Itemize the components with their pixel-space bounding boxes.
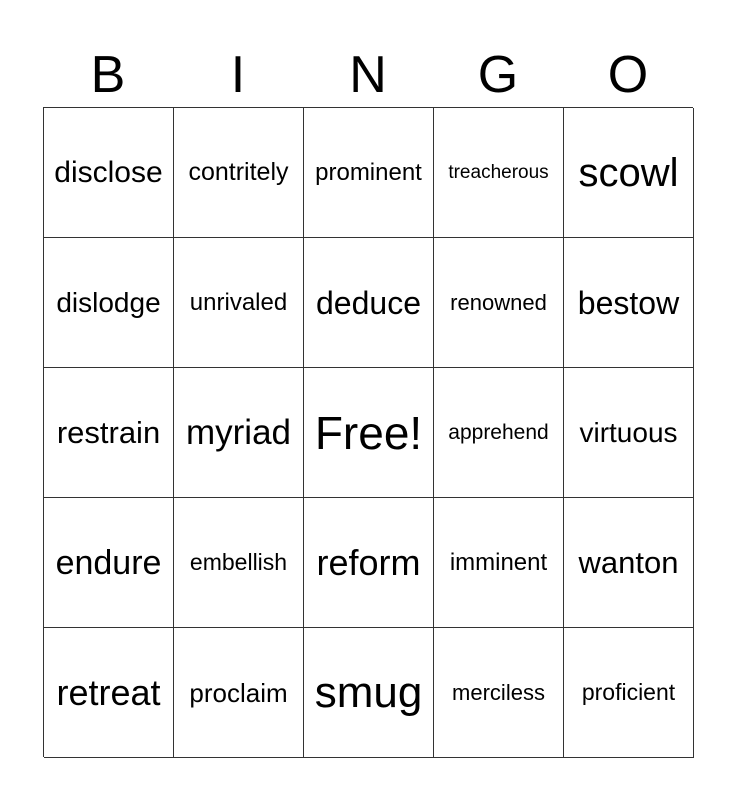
header-letter-i: I	[230, 46, 246, 104]
bingo-cell	[564, 368, 694, 498]
cell-word: renowned	[450, 289, 547, 315]
bingo-cell	[564, 498, 694, 628]
free-space	[304, 368, 434, 498]
bingo-cell	[174, 108, 304, 238]
bingo-header	[43, 44, 693, 106]
bingo-cell	[44, 498, 174, 628]
cell-word: proficient	[581, 679, 676, 705]
cell-word: disclose	[54, 155, 163, 189]
cell-word: endure	[55, 543, 162, 582]
cell-word: bestow	[577, 284, 680, 321]
bingo-cell	[434, 628, 564, 758]
bingo-cell	[44, 238, 174, 368]
bingo-cell	[434, 238, 564, 368]
bingo-cell	[564, 108, 694, 238]
bingo-cell	[44, 108, 174, 238]
bingo-cell	[44, 628, 174, 758]
cell-word: embellish	[189, 549, 288, 575]
cell-word: reform	[316, 541, 421, 583]
cell-word: restrain	[56, 415, 161, 450]
cell-word: scowl	[578, 150, 679, 195]
cell-word: myriad	[185, 413, 292, 452]
free-space-label: Free!	[314, 406, 423, 459]
cell-word: contritely	[188, 158, 289, 186]
cell-word: merciless	[452, 679, 545, 705]
cell-word: virtuous	[579, 416, 678, 448]
cell-word: imminent	[449, 548, 548, 576]
bingo-cell	[174, 498, 304, 628]
cell-word: proclaim	[189, 677, 288, 708]
bingo-cell	[174, 368, 304, 498]
bingo-cell	[44, 368, 174, 498]
header-letter-n: N	[349, 46, 387, 104]
cell-word: apprehend	[448, 421, 549, 444]
cell-word: prominent	[315, 158, 422, 186]
header-letter-o: O	[607, 46, 649, 104]
bingo-cell	[174, 628, 304, 758]
bingo-cell	[564, 628, 694, 758]
cell-word: treacherous	[448, 162, 549, 183]
cell-word: smug	[314, 667, 423, 717]
bingo-cell	[174, 238, 304, 368]
bingo-cell	[304, 238, 434, 368]
bingo-cell	[434, 108, 564, 238]
cell-word: dislodge	[56, 286, 161, 318]
bingo-cell	[434, 368, 564, 498]
bingo-cell	[304, 498, 434, 628]
header-letter-g: G	[477, 46, 519, 104]
bingo-cell	[304, 108, 434, 238]
bingo-cell	[304, 628, 434, 758]
header-letter-b: B	[90, 46, 126, 104]
cell-word: wanton	[578, 545, 679, 580]
cell-word: unrivaled	[189, 288, 288, 316]
cell-word: deduce	[316, 284, 421, 321]
bingo-cell	[434, 498, 564, 628]
bingo-board	[43, 107, 693, 757]
cell-word: retreat	[56, 671, 161, 713]
bingo-cell	[564, 238, 694, 368]
